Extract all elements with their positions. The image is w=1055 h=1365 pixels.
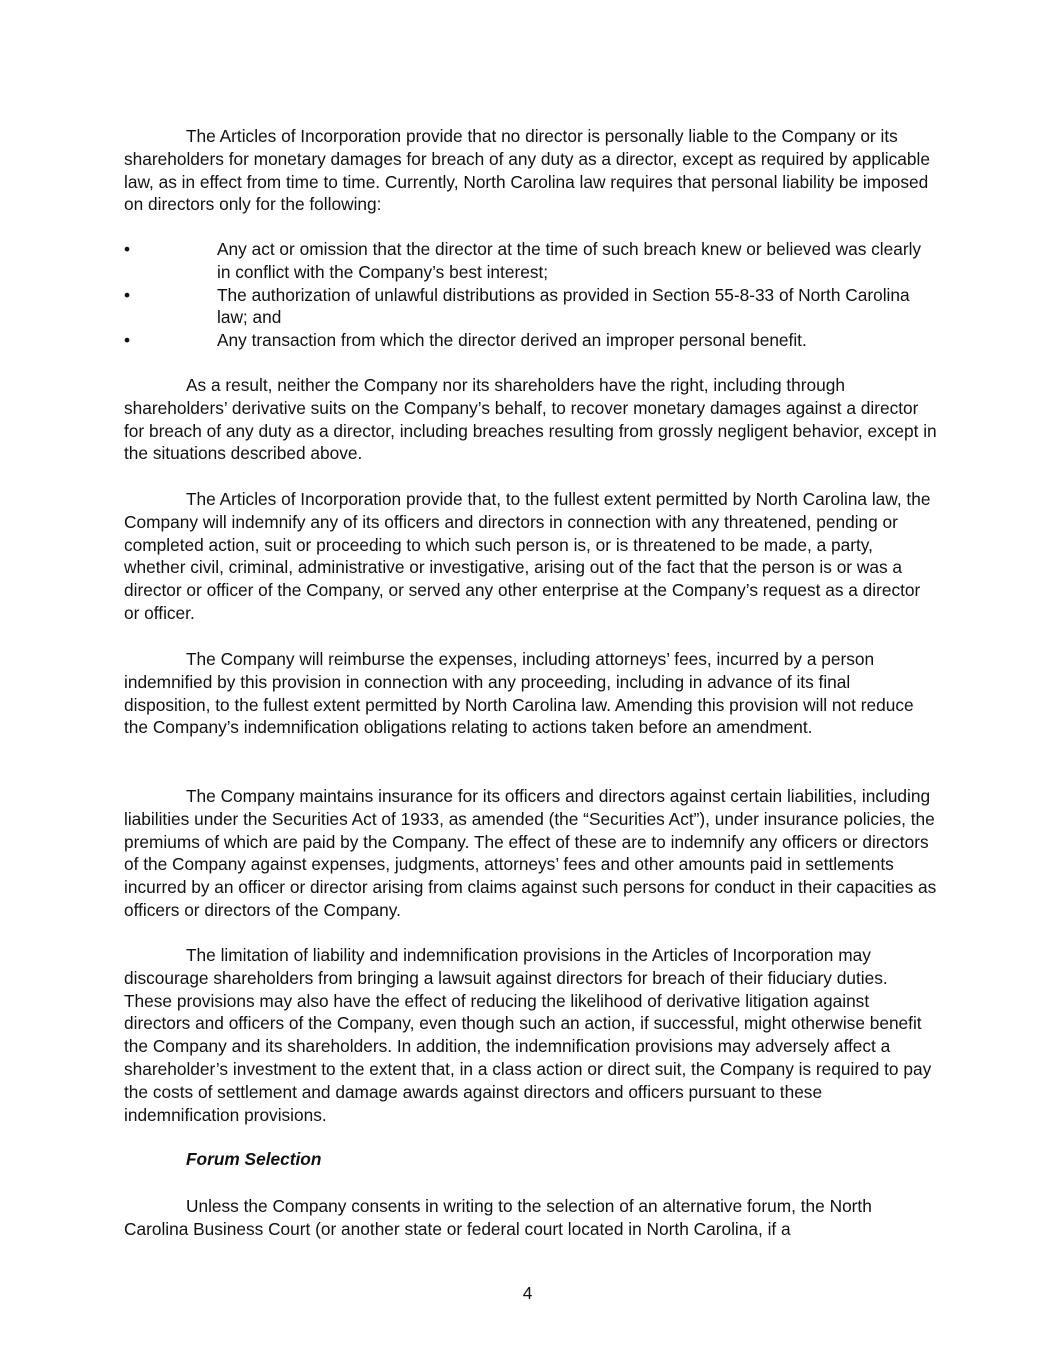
bullet-icon: •	[124, 330, 131, 351]
page-number: 4	[522, 1283, 533, 1303]
paragraph-liability-intro: The Articles of Incorporation provide that no director is personally liable to the Company or its shareholders for monetary damages for breach of any duty as a director, except as required by applicable law, as in effect from time to time. Currently, North Carolina law requires that personal liability be imposed on directors only for the following:	[124, 126, 930, 215]
paragraph-insurance: The Company maintains insurance for its officers and directors against certain liabilities, including liabilities under the Securities Act of 1933, as amended (the “Securities Act”), under insurance policies, the premiums of which are paid by the Company. The effect of these are to indemnify any officers or directors of the Company against expenses, judgments, attorneys’ fees and other amounts paid in settlements incurred by an officer or director arising from claims against such persons for conduct in their capacities as officers or directors of the Company.	[124, 786, 937, 920]
list-item: • The authorization of unlawful distributions as provided in Section 55-8-33 of North Carolina law; and	[124, 284, 910, 328]
paragraph-forum: Unless the Company consents in writing to the selection of an alternative forum, the North Carolina Business Court (or another state or federal court located in North Carolina, if a	[124, 1196, 872, 1239]
section-heading-forum-selection: Forum Selection	[186, 1149, 322, 1169]
paragraph-limitation: The limitation of liability and indemnification provisions in the Articles of Incorporation may discourage shareholders from bringing a lawsuit against directors for breach of their fiduciary duties. These provisions may also have the effect of reducing the likelihood of derivative litigation against directors and officers of the Company, even though such an action, if successful, might otherwise benefit the Company and its shareholders. In addition, the indemnification provisions may adversely affect a shareholder’s investment to the extent that, in a class action or direct suit, the Company is required to pay the costs of settlement and damage awards against directors and officers pursuant to these indemnification provisions.	[124, 945, 932, 1125]
paragraph-indemnification: The Articles of Incorporation provide that, to the fullest extent permitted by North Carolina law, the Company will indemnify any of its officers and directors in connection with any threatened, pending or completed action, suit or proceeding to which such person is, or is threatened to be made, a party, whether civil, criminal, administrative or investigative, arising out of the fact that the person is or was a director or officer of the Company, or served any other enterprise at the Company’s request as a director or officer.	[124, 489, 931, 623]
paragraph-result: As a result, neither the Company nor its shareholders have the right, including through shareholders’ derivative suits on the Company’s behalf, to recover monetary damages against a director for breach of any duty as a director, including breaches resulting from grossly negligent behavior, except in the situations described above.	[124, 375, 937, 464]
list-item: • Any transaction from which the director derived an improper personal benefit.	[124, 330, 807, 351]
paragraph-reimbursement: The Company will reimburse the expenses, including attorneys’ fees, incurred by a person indemnified by this provision in connection with any proceeding, including in advance of its final disposition, to the fullest extent permitted by North Carolina law. Amending this provision will not reduce the Company’s indemnification obligations relating to actions taken before an amendment.	[124, 649, 914, 738]
liability-exceptions-list	[124, 238, 939, 352]
bullet-icon: •	[124, 239, 131, 259]
list-item: • Any act or omission that the director at the time of such breach knew or believed was clearly in conflict with the Company’s best interest;	[124, 239, 922, 282]
bullet-icon: •	[124, 284, 131, 305]
